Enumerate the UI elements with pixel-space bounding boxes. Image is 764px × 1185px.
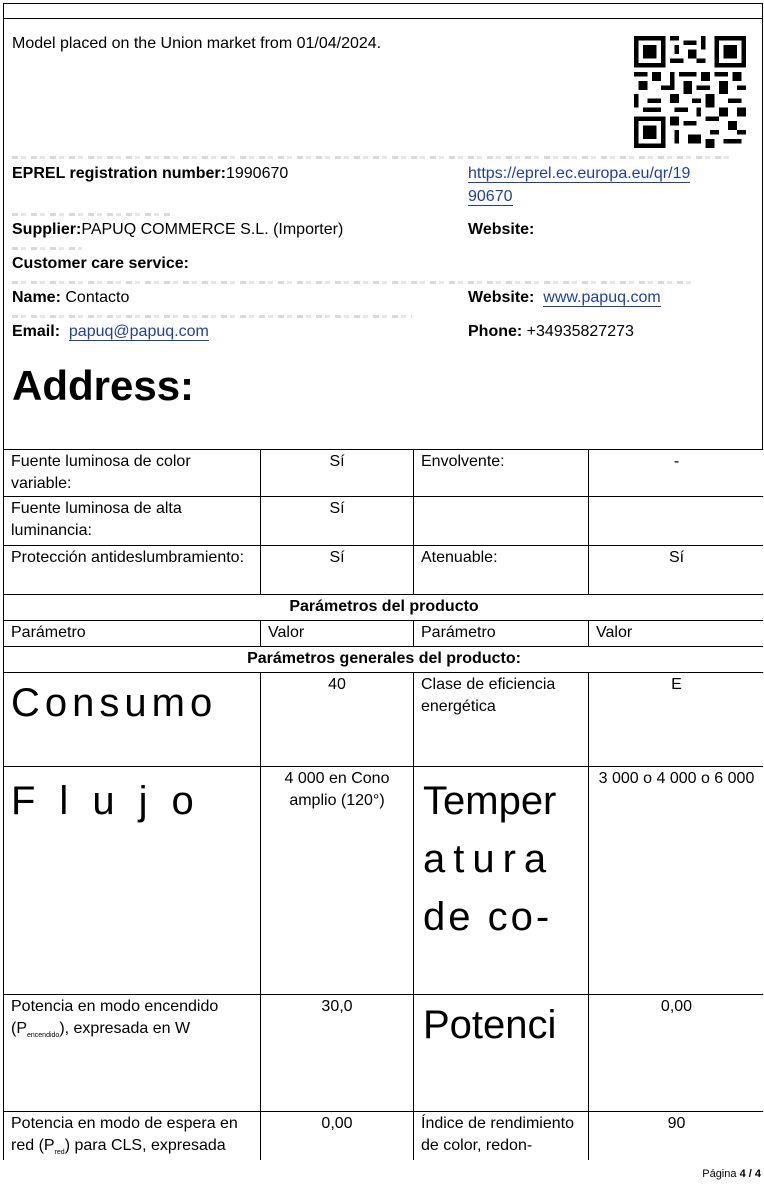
consumo-cell	[4, 673, 261, 767]
table-row	[4, 546, 764, 595]
potenci-label: Potenci	[423, 1003, 557, 1047]
row-label	[414, 497, 589, 546]
contact-phone	[468, 322, 634, 342]
row-label: Atenuable:	[414, 546, 589, 595]
section-general-params: Parámetros generales del producto:	[4, 647, 764, 673]
faded-line	[12, 281, 692, 284]
phone-value: +34935827273	[526, 323, 634, 340]
cc-website-link[interactable]: www.papuq.com	[543, 289, 661, 306]
clase-value: E	[589, 673, 764, 767]
contact-website	[468, 288, 661, 308]
phone-label: Phone:	[468, 323, 523, 340]
irc-label: Índice de rendimiento de color, redon-	[414, 1112, 589, 1161]
eprel-link-line1[interactable]: https://eprel.ec.europa.eu/qr/19	[468, 165, 691, 182]
flujo-value: 4 000 en Cono amplio (120°)	[261, 767, 414, 995]
column-header-row	[4, 621, 764, 647]
email-link[interactable]: papuq@papuq.com	[68, 323, 209, 340]
potencia-on-label	[4, 995, 261, 1112]
page-number	[702, 1167, 761, 1181]
flujo-label: Flujo	[11, 779, 218, 823]
eprel-qr-link[interactable]	[468, 164, 690, 184]
supplier-value: PAPUQ COMMERCE S.L. (Importer)	[81, 221, 344, 238]
row-label: Envolvente:	[414, 450, 589, 497]
page-total: 4	[754, 1168, 761, 1180]
potencia-red-sub: red	[54, 1149, 65, 1157]
document-page	[3, 3, 763, 1160]
cc-website-label: Website:	[468, 289, 535, 306]
table-row	[4, 767, 764, 995]
section-header-row	[4, 647, 764, 673]
supplier	[12, 220, 343, 240]
email-label: Email:	[12, 323, 61, 340]
faded-line	[12, 315, 412, 318]
row-label: Fuente luminosa de alta luminancia:	[4, 497, 261, 546]
table-row	[4, 450, 764, 497]
row-label: Fuente luminosa de color variable:	[4, 450, 261, 497]
table-row	[4, 673, 764, 767]
row-value	[589, 497, 764, 546]
page-label: Página	[702, 1168, 737, 1180]
supplier-label: Supplier:	[12, 221, 82, 238]
page-current: 4	[739, 1168, 746, 1180]
potencia-on-value: 30,0	[261, 995, 414, 1112]
temp-value: 3 000 o 4 000 o 6 000	[589, 767, 764, 995]
eprel-link-line2[interactable]: 90670	[468, 188, 513, 205]
flujo-cell	[4, 767, 261, 995]
potencia-on-sub: encendido	[27, 1032, 60, 1040]
temp-cell	[414, 767, 589, 995]
qr-code-icon	[634, 36, 746, 148]
consumo-value: 40	[261, 673, 414, 767]
potencia-red-label	[4, 1112, 261, 1161]
eprel-registration	[12, 164, 288, 184]
irc-value: 90	[589, 1112, 764, 1161]
contact-email	[12, 322, 209, 342]
potencia-red-label-b: ) para CLS, expresada	[64, 1137, 226, 1154]
faded-line	[12, 213, 172, 216]
temp-label-line1: Temper	[423, 779, 557, 823]
table-row	[4, 1112, 764, 1161]
name-value: Contacto	[65, 289, 130, 306]
eprel-value: 1990670	[225, 165, 289, 182]
table-row	[4, 995, 764, 1112]
label-header-box	[3, 3, 763, 449]
row-value: Sí	[589, 546, 764, 595]
col-header-value: Valor	[261, 621, 414, 647]
row-value: -	[589, 450, 764, 497]
name-label: Name:	[12, 289, 61, 306]
eprel-label: EPREL registration number:	[12, 165, 226, 182]
section-product-params: Parámetros del producto	[4, 595, 764, 621]
potencia-on-label-a: Potencia en modo encendido (P	[11, 998, 219, 1037]
table-row	[4, 497, 764, 546]
page-sep: /	[748, 1168, 752, 1180]
temp-label-line2: atura	[423, 837, 555, 881]
potencia-red-value: 0,00	[261, 1112, 414, 1161]
row-label: Protección antideslumbramiento:	[4, 546, 261, 595]
faded-line	[12, 247, 82, 250]
row-value: Sí	[261, 497, 414, 546]
row-value: Sí	[261, 450, 414, 497]
address-heading: Address:	[12, 362, 195, 409]
faded-line	[12, 156, 732, 159]
top-divider	[4, 18, 763, 19]
section-header-row	[4, 595, 764, 621]
potenci-cell	[414, 995, 589, 1112]
potencia-on-label-b: ), expresada en W	[59, 1020, 191, 1037]
col-header-param2: Parámetro	[414, 621, 589, 647]
col-header-param: Parámetro	[4, 621, 261, 647]
eprel-qr-link-cont[interactable]	[468, 187, 513, 207]
clase-label: Clase de eficiencia energética	[414, 673, 589, 767]
potencia-red-label-a: Potencia en modo de espera en red (P	[11, 1115, 238, 1154]
customer-care-label: Customer care service:	[12, 255, 189, 272]
market-notice: Model placed on the Union market from 01/04/2024.	[12, 35, 382, 52]
col-header-value2: Valor	[589, 621, 764, 647]
contact-name	[12, 288, 129, 308]
row-value: Sí	[261, 546, 414, 595]
temp-label-line3: de co-	[423, 895, 553, 939]
website-label: Website:	[468, 221, 535, 238]
potenci-value: 0,00	[589, 995, 764, 1112]
product-parameters-table	[3, 449, 763, 1160]
consumo-label: Consumo	[11, 681, 218, 725]
